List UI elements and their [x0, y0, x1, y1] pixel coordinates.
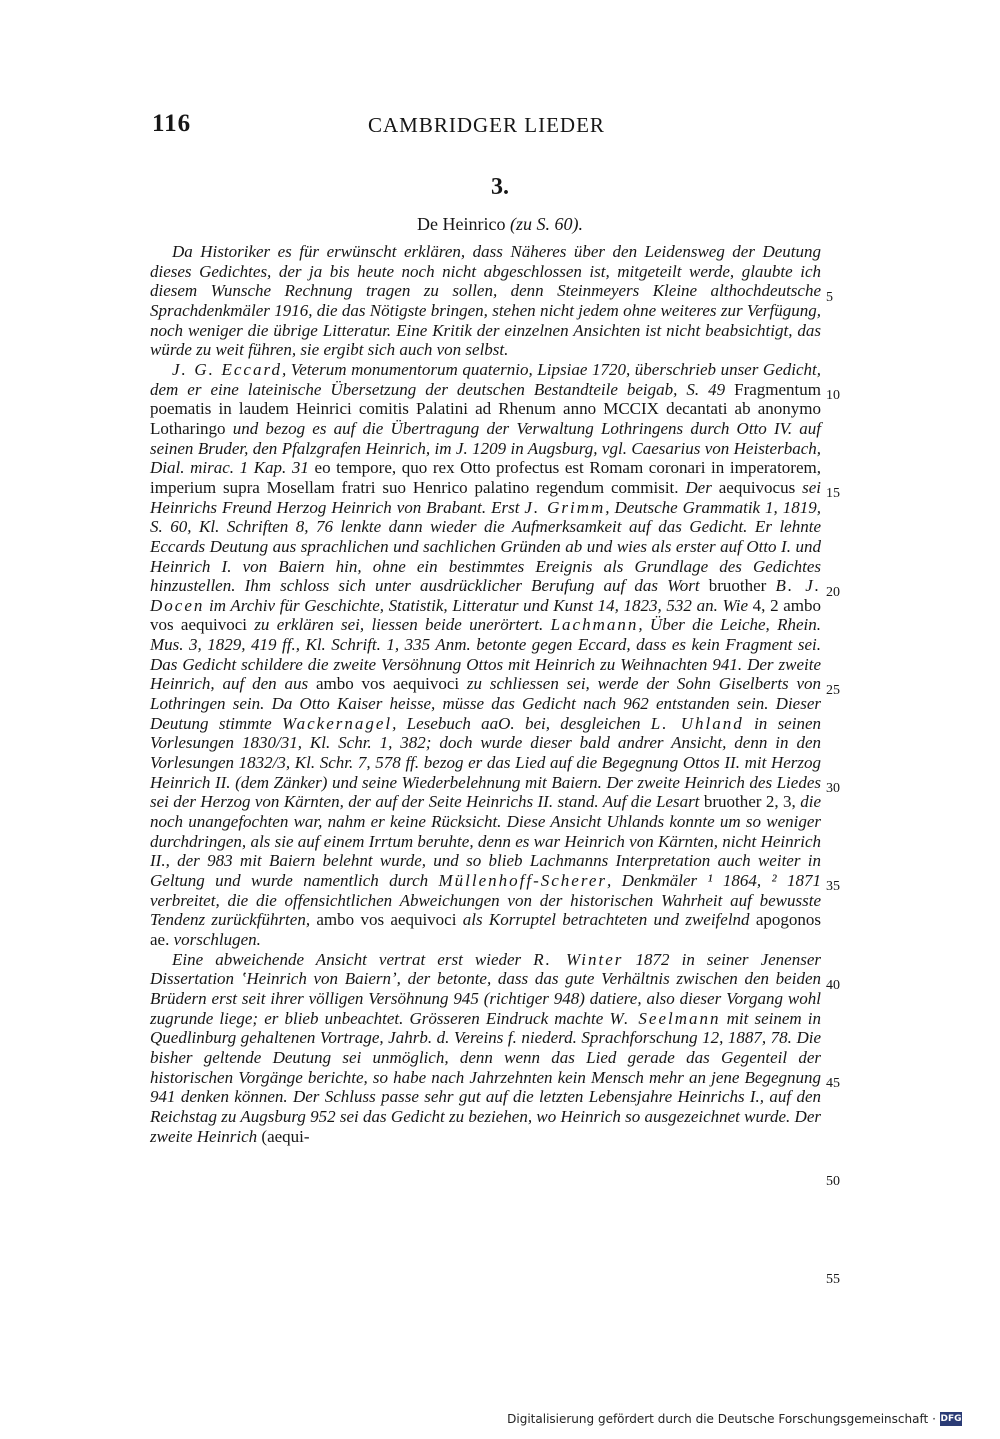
latin-quote: ambo vos aequivoci	[315, 674, 460, 694]
latin-quote: apogonos ae.	[150, 910, 822, 949]
text-run: im Archiv für Geschichte, Statistik, Litteratur und Kunst 14, 1823, 532 an. Wie	[204, 595, 753, 615]
latin-quote: (aequi-	[261, 1126, 310, 1146]
line-number: 45	[826, 1076, 840, 1091]
text-run: , Denkmäler ¹ 1864, ² 1871 verbreitet, die die offensichtlichen Abweichungen von der historischen Wahrheit auf bewusste Tendenz zurückführten,	[150, 871, 821, 930]
author-name: Wackernagel	[282, 713, 393, 733]
text-run: sei Heinrichs Freund Herzog Heinrich von Brabant. Erst	[150, 477, 821, 517]
author-name: B. J. Docen	[150, 576, 822, 615]
paragraph-3	[150, 950, 821, 1147]
text-run: Eine abweichende Ansicht vertrat erst wieder	[172, 949, 534, 969]
paragraph-1: Da Historiker es für erwünscht erklären, dass Näheres über den Leidensweg der Deutung dieses Gedichtes, der ja bis heute noch nicht abgeschlossen ist, mitgeteilt werde, glaubte ich diesem Wunsche Rechnung tragen zu sollen, denn Steinmeyers Kleine althochdeutsche Sprachdenkmäler 1916, die das Nötigste bringen, stehen nicht jedem ohne weiteres zur Verfügung, noch weniger die übrige Litteratur. Eine Kritik der einzelnen Ansichten ist nicht beabsichtigt, das würde zu weit führen, sie ergibt sich auch von selbst.	[150, 242, 821, 360]
text-run: , Über die Leiche, Rhein. Mus. 3, 1829, 419 ff., Kl. Schrift. 1, 335 Anm. betonte gegen Eccard, dass es kein Fragment sei. Das Gedicht schildere die zweite Versöhnung Ottos mit Heinrich zu Weihnachten 941. Der zweite Heinrich, auf den aus	[150, 615, 821, 694]
author-name: J. G. Eccard	[172, 359, 282, 379]
text-run: die noch unangefochten war, nahm er keine Rücksicht. Diese Ansicht Uhlands konnte um so weniger durchdringen, als sie auf einem Irrtum beruhte, denn es war Heinrich von Kärnten, nicht Heinrich II., der 983 mit Baiern belehnt wurde, und so blieb Lachmanns Interpretation auch weiter in Geltung und wurde namentlich durch	[150, 792, 821, 890]
author-name: Müllenhoff-Scherer	[438, 871, 607, 890]
body-text	[150, 242, 821, 1146]
text-run: vorschlugen.	[169, 929, 261, 949]
author-name: W. Seelmann	[609, 1008, 721, 1028]
latin-quote: bruother 2, 3,	[703, 792, 796, 812]
page-number: 116	[152, 110, 192, 137]
line-number: 10	[826, 388, 840, 403]
text-run: , Veterum monumentorum quaternio, Lipsiae 1720, überschrieb unser Gedicht, dem er eine lateinische Übersetzung der deutschen Bestandteile beigab, S. 49	[150, 359, 821, 399]
separator-dot: ·	[932, 1412, 936, 1426]
dfg-logo-icon: DFG	[940, 1414, 962, 1424]
line-number: 20	[826, 585, 840, 600]
text-run: 1872 in seiner Jenenser Dissertation ʽHeinrich von Baiernʼ, der betonte, dass das gute Verhältnis zwischen den beiden Brüdern erst seit ihrer völligen Versöhnung 945 (richtiger 948) datiere, also dieser Vorgang wohl zugrunde liege; er blieb unbeachtet. Grösseren Eindruck machte	[150, 949, 821, 1028]
author-name: L. Uhland	[650, 713, 744, 733]
latin-quote: ambo vos aequivoci	[316, 910, 457, 930]
line-number: 35	[826, 879, 840, 894]
line-number: 40	[826, 978, 840, 993]
text-run: , Lesebuch aaO. bei, desgleichen	[392, 713, 651, 733]
section-title	[0, 214, 1000, 235]
line-number: 5	[826, 290, 833, 305]
latin-quote: Fragmentum poematis in laudem Heinrici comitis Palatini ad Rhenum anno MCCIX decantati ab anonymo Lotharingo	[150, 379, 821, 438]
text-run: mit seinem in Quedlinburg gehaltenen Vortrage, Jahrb. d. Vereins f. niederd. Sprachforschung 12, 1887, 78. Die bisher geltende Deutung sei unmöglich, denn wenn das Lied gerade das Gegenteil der historischen Vorgänge berichte, so habe nach Jahrzehnten kein Mensch mehr an jene Begegnung 941 denken können. Der Schluss passe sehr gut auf die letzten Lebensjahre Heinrichs I., auf den Reichstag zu Augsburg 952 sei das Gedicht zu beziehen, wo Heinrich so ausgezeichnet wurde. Der zweite Heinrich	[150, 1008, 821, 1146]
latin-quote: aequivocus	[718, 477, 796, 497]
text-run: , Deutsche Grammatik 1, 1819, S. 60, Kl. Schriften 8, 76 lenkte dann wieder die Aufmerksamkeit auf das Gedicht. Er lehnte Eccards Deutung aus sprachlichen und sachlichen Gründen ab und wies als erster auf Otto I. und Heinrich I. von Baiern hin, ohne ein bestimmtes Ereignis als Grundlage des Gedichtes hinzustellen. Ihm schloss sich unter ausdrücklicher Berufung auf das Wort	[150, 497, 821, 596]
paragraph-2	[150, 360, 821, 950]
section-number: 3.	[491, 174, 509, 200]
line-number: 55	[826, 1272, 840, 1287]
line-number: 25	[826, 683, 840, 698]
line-number: 15	[826, 486, 840, 501]
author-name: Lachmann	[550, 615, 639, 635]
text-run: Der	[678, 477, 719, 497]
line-number: 50	[826, 1174, 840, 1189]
latin-quote: eo tempore, quo rex Otto profectus est Romam coronari in imperatorem, imperium supra Mosellam fratri suo Henrico palatino regendum commisit.	[150, 458, 821, 497]
footer-credit	[507, 1412, 962, 1426]
author-name: J. Grimm	[524, 497, 606, 517]
text-run: als Korruptel betrachteten und zweifelnd	[456, 910, 756, 930]
latin-quote: bruother	[708, 576, 767, 596]
section-title-ref: (zu S. 60).	[509, 214, 583, 234]
text-run: zu erklären sei, liessen beide unerörtert.	[247, 615, 551, 635]
author-name: R. Winter	[533, 949, 624, 969]
credit-text: Digitalisierung gefördert durch die Deutsche Forschungsgemeinschaft	[507, 1412, 929, 1426]
text-run: in seinen Vorlesungen 1830/31, Kl. Schr. 1, 382; doch wurde dieser bald andrer Ansicht, denn in den Vorlesungen 1832/3, Kl. Schr. 7, 578 ff. bezog er das Lied auf die Begegnung Ottos II. mit Herzog Heinrich II. (dem Zänker) und seine Wiederbelehnung mit Baiern. Der zweite Heinrich des Liedes sei der Herzog von Kärnten, der auf der Seite Heinrichs II. stand. Auf die Lesart	[150, 713, 821, 812]
text-run: und bezog es auf die Übertragung der Verwaltung Lothringens durch Otto IV. auf seinen Bruder, den Pfalzgrafen Heinrich, im J. 1209 in Augsburg, vgl. Caesarius von Heisterbach, Dial. mirac. 1 Kap. 31	[150, 418, 821, 478]
latin-quote: 4, 2 ambo vos aequivoci	[150, 595, 821, 635]
running-head: CAMBRIDGER LIEDER	[368, 113, 605, 137]
line-number: 30	[826, 781, 840, 796]
text-run: zu schliessen sei, werde der Sohn Giselberts von Lothringen sein. Da Otto Kaiser heisse, müsse das Gedicht nach 962 entstanden sein. Dieser Deutung stimmte	[150, 674, 822, 733]
section-title-text: De Heinrico	[417, 214, 506, 234]
